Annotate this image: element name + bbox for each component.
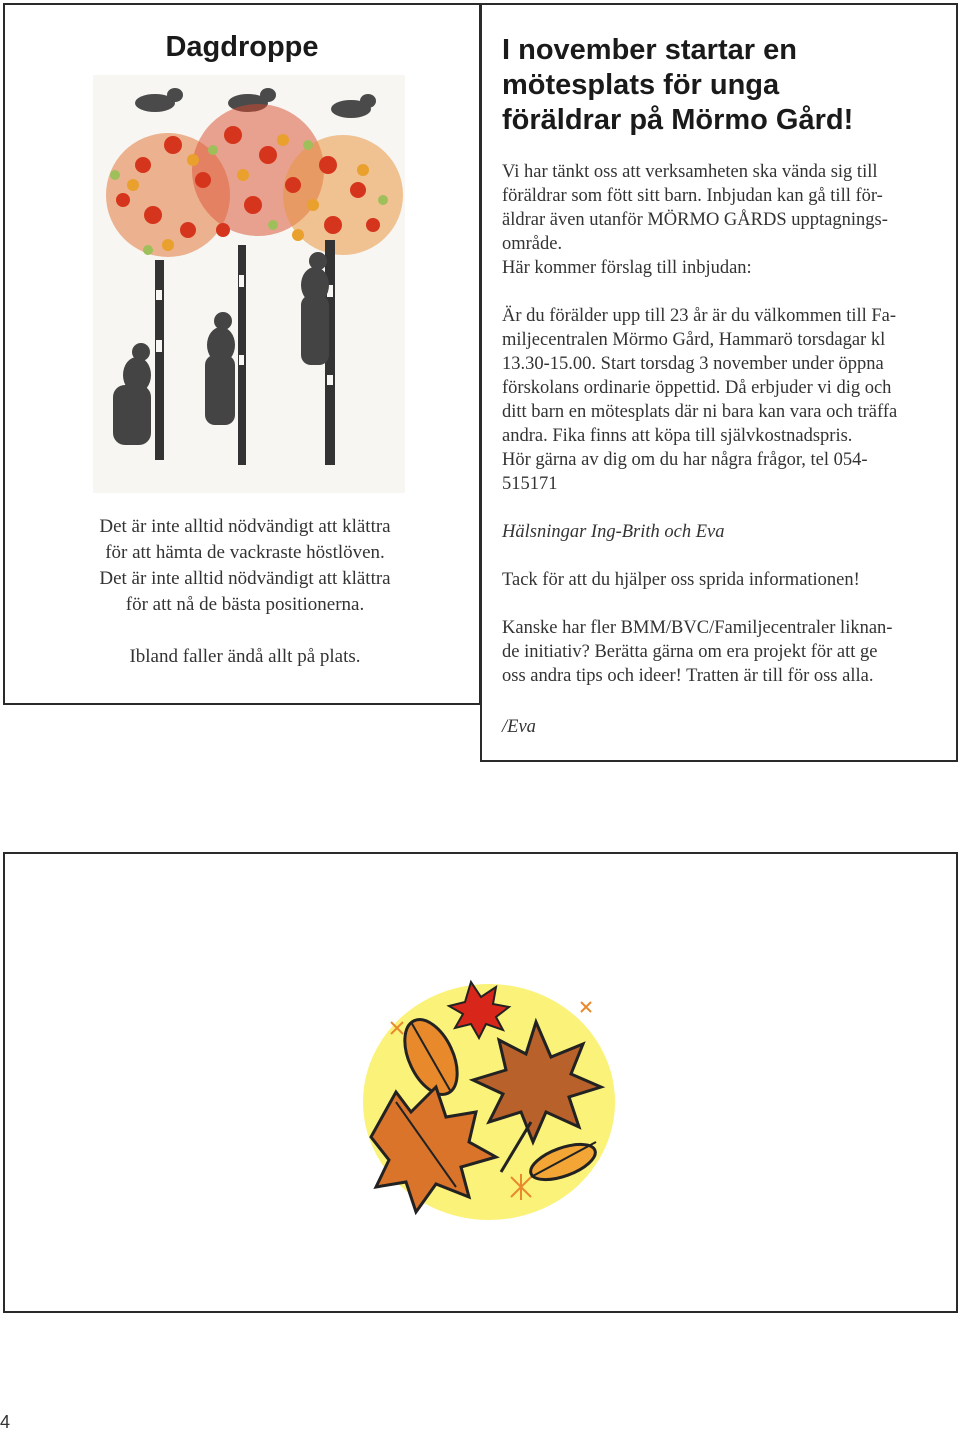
caption-line: Ibland faller ändå allt på plats. [129, 646, 361, 667]
title-line: mötesplats för unga [502, 69, 780, 101]
question-line: de initiativ? Berätta gärna om era projekt för att ge [502, 642, 878, 662]
announcement-title [502, 33, 942, 138]
question-paragraph [502, 616, 946, 688]
intro-paragraph [502, 160, 946, 280]
intro-line: äldrar även utanför MÖRMO GÅRDS upptagnings- [502, 210, 888, 230]
invitation-line: Hör gärna av dig om du har några frågor, tel 054- [502, 450, 868, 470]
invitation-line: miljecentralen Mörmo Gård, Hammarö torsdagar kl [502, 330, 886, 350]
invitation-line: Är du förälder upp till 23 år är du välkommen till Fa- [502, 306, 897, 326]
title-line: föräldrar på Mörmo Gård! [502, 104, 854, 136]
caption-line: för att hämta de vackraste höstlöven. [105, 542, 385, 563]
poem-caption [25, 514, 465, 670]
invitation-paragraph [502, 304, 946, 496]
intro-line: Här kommer förslag till inbjudan: [502, 258, 752, 278]
signature: /Eva [502, 717, 536, 737]
invitation-line: 13.30-15.00. Start torsdag 3 november under öppna [502, 354, 884, 374]
thanks-line: Tack för att du hjälper oss sprida informationen! [502, 570, 860, 590]
announcement-panel [480, 3, 958, 762]
panel-title: Dagdroppe [165, 31, 319, 63]
painting-panel [3, 3, 481, 705]
invitation-line: 515171 [502, 474, 558, 494]
caption-line: Det är inte alltid nödvändigt att klättra [99, 568, 391, 589]
invitation-line: förskolans ordinarie öppettid. Då erbjuder vi dig och [502, 378, 892, 398]
intro-line: Vi har tänkt oss att verksamheten ska vända sig till [502, 162, 878, 182]
question-line: Kanske har fler BMM/BVC/Familjecentraler liknan- [502, 618, 893, 638]
invitation-line: andra. Fika finns att köpa till självkostnadspris. [502, 426, 853, 446]
page-number: 4 [0, 1412, 11, 1432]
caption-line: Det är inte alltid nödvändigt att klättra [99, 516, 391, 537]
greeting: Hälsningar Ing-Brith och Eva [502, 522, 725, 542]
invitation-line: ditt barn en mötesplats där ni bara kan vara och träffa [502, 402, 898, 422]
leaves-panel [3, 852, 958, 1313]
question-line: oss andra tips och ideer! Tratten är till för oss alla. [502, 666, 874, 686]
caption-line: för att nå de bästa positionerna. [125, 594, 365, 615]
intro-line: område. [502, 234, 563, 254]
title-line: I november startar en [502, 34, 797, 66]
autumn-leaves-clipart [351, 962, 623, 1232]
intro-line: föräldrar som fött sitt barn. Inbjudan kan gå till för- [502, 186, 883, 206]
autumn-trees-painting [93, 75, 405, 493]
